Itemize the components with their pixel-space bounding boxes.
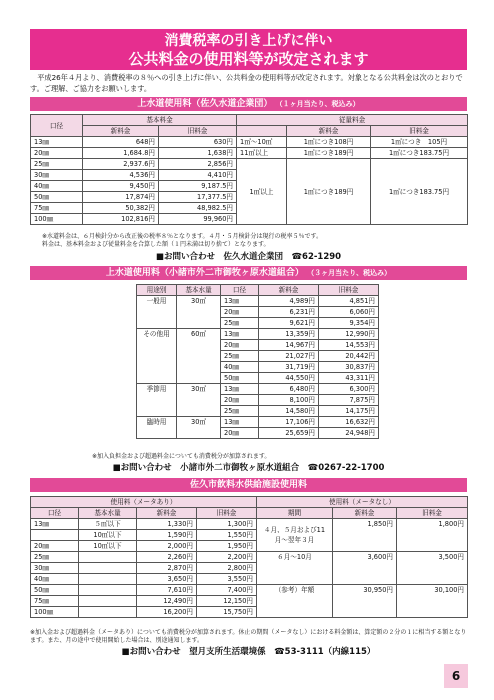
drink-h-without: 使用料（メータなし） [257, 497, 468, 508]
sewer-h-cal: 口径 [221, 285, 259, 296]
drink-new: 12,490円 [137, 596, 197, 607]
table-row [137, 417, 379, 428]
water-tier-range: 1㎥以上 [237, 159, 287, 225]
water-old: 48,982.5円 [159, 203, 237, 214]
water-cal: 75㎜ [31, 203, 83, 214]
water-new: 17,874円 [83, 192, 159, 203]
water-old: 17,377.5円 [159, 192, 237, 203]
water-new: 102,816円 [83, 214, 159, 225]
water-section-subtitle: （１ヶ月当たり、税込み） [275, 100, 360, 108]
sewer-vol: 30㎥ [177, 296, 221, 329]
drink-period-new: 30,950円 [333, 585, 397, 618]
water-tier-new: 1㎥につき108円 [287, 137, 371, 148]
drink-vol [79, 563, 137, 574]
table-row [31, 585, 468, 596]
drink-period-old: 30,100円 [397, 585, 468, 618]
sewer-new: 44,550円 [259, 373, 319, 384]
water-new: 50,382円 [83, 203, 159, 214]
sewer-new: 14,967円 [259, 340, 319, 351]
drink-old: 2,800円 [197, 563, 257, 574]
drink-new: 2,870円 [137, 563, 197, 574]
sewer-cal: 40㎜ [221, 362, 259, 373]
sewer-cal: 25㎜ [221, 318, 259, 329]
water-old: 2,856円 [159, 159, 237, 170]
sewer-old: 20,442円 [319, 351, 379, 362]
drink-cal [31, 530, 79, 541]
sewer-old: 12,990円 [319, 329, 379, 340]
drink-old: 15,750円 [197, 607, 257, 618]
drink-period-new: 1,850円 [333, 519, 397, 552]
drink-cal: 20㎜ [31, 541, 79, 552]
sewer-use: 臨時用 [137, 417, 177, 439]
sewer-new: 4,989円 [259, 296, 319, 307]
drink-vol [79, 607, 137, 618]
drink-vol [79, 596, 137, 607]
drink-cal: 25㎜ [31, 552, 79, 563]
drink-h-old2: 旧料金 [397, 508, 468, 519]
sewer-old: 4,851円 [319, 296, 379, 307]
drink-vol: 10㎥以下 [79, 530, 137, 541]
water-cal: 40㎜ [31, 181, 83, 192]
sewer-old: 43,311円 [319, 373, 379, 384]
intro-text: 平成26年４月より、消費税率の８％への引き上げに伴い、公共料金の使用料等が改定されます。対象となる公共料金は次のとおりです。ご理解、ご協力をお願いします。 [30, 73, 463, 93]
drink-new: 2,260円 [137, 552, 197, 563]
sewer-cal: 20㎜ [221, 395, 259, 406]
water-cal: 13㎜ [31, 137, 83, 148]
drink-period-new: 3,600円 [333, 552, 397, 585]
sewer-use: 季節用 [137, 384, 177, 417]
drink-period: ４月、５月および11月〜翌年３月 [257, 519, 333, 552]
drink-old: 1,300円 [197, 519, 257, 530]
water-cal: 30㎜ [31, 170, 83, 181]
sewer-old: 6,060円 [319, 307, 379, 318]
water-old: 4,410円 [159, 170, 237, 181]
water-h-basic-new: 新料金 [83, 126, 159, 137]
water-note-1: ※水道料金は、６月検針分から改正後の税率８％となります。４月・５月検針分は現行の税率５％です。 [42, 233, 323, 240]
drink-old: 7,400円 [197, 585, 257, 596]
sewer-fee-table [136, 284, 379, 439]
sewer-section-title: 上水道使用料（小諸市外二市御牧ヶ原水道組合） [105, 268, 304, 278]
drink-cal: 100㎜ [31, 607, 79, 618]
drink-h-with: 使用料（メータあり） [31, 497, 257, 508]
sewer-old: 6,300円 [319, 384, 379, 395]
table-row [137, 384, 379, 395]
drink-h-period: 期間 [257, 508, 333, 519]
table-row [137, 296, 379, 307]
drink-section-header [30, 478, 467, 492]
water-cal: 25㎜ [31, 159, 83, 170]
sewer-new: 6,480円 [259, 384, 319, 395]
banner-title-line2: 公共料金の使用料等が改定されます [128, 50, 369, 68]
sewer-new: 8,100円 [259, 395, 319, 406]
sewer-new: 6,231円 [259, 307, 319, 318]
drink-new: 7,610円 [137, 585, 197, 596]
sewer-use: 一般用 [137, 296, 177, 329]
drink-new: 1,590円 [137, 530, 197, 541]
drink-new: 16,200円 [137, 607, 197, 618]
sewer-cal: 20㎜ [221, 307, 259, 318]
table-row [31, 148, 468, 159]
drink-h-cal: 口径 [31, 508, 79, 519]
sewer-cal: 25㎜ [221, 351, 259, 362]
sewer-new: 31,719円 [259, 362, 319, 373]
sewer-new: 13,359円 [259, 329, 319, 340]
drink-period-old: 1,800円 [397, 519, 468, 552]
water-tier-range: 11㎥以上 [237, 148, 287, 159]
sewer-h-new: 新料金 [259, 285, 319, 296]
drink-new: 2,000円 [137, 541, 197, 552]
sewer-use: その他用 [137, 329, 177, 384]
drink-old: 1,950円 [197, 541, 257, 552]
drink-vol: 10㎥以下 [79, 541, 137, 552]
drink-contact: ■お問い合わせ 望月支所生活環境係 ☎53-3111（内線115） [121, 647, 376, 657]
banner-title-line1: 消費税率の引き上げに伴い [164, 33, 333, 49]
table-row [31, 159, 468, 170]
water-tier-new: 1㎥につき189円 [287, 159, 371, 225]
sewer-old: 9,354円 [319, 318, 379, 329]
sewer-h-use: 用途別 [137, 285, 177, 296]
drink-vol: ５㎥以下 [79, 519, 137, 530]
page-number: 6 [444, 664, 468, 688]
water-new: 4,536円 [83, 170, 159, 181]
water-old: 1,638円 [159, 148, 237, 159]
water-section-title: 上水道使用料（佐久水道企業団） [137, 99, 273, 109]
drink-period: ６月〜10月 [257, 552, 333, 585]
drink-h-new2: 新料金 [333, 508, 397, 519]
water-old: 630円 [159, 137, 237, 148]
water-tier-range: 1㎥〜10㎥ [237, 137, 287, 148]
water-h-meter: 従量料金 [237, 115, 468, 126]
sewer-cal: 20㎜ [221, 428, 259, 439]
water-cal: 20㎜ [31, 148, 83, 159]
water-cal: 100㎜ [31, 214, 83, 225]
sewer-new: 21,027円 [259, 351, 319, 362]
drink-old: 2,200円 [197, 552, 257, 563]
drink-vol [79, 574, 137, 585]
sewer-section-header [30, 266, 467, 280]
drink-h-new: 新料金 [137, 508, 197, 519]
water-h-basic: 基本料金 [83, 115, 237, 126]
drink-cal: 75㎜ [31, 596, 79, 607]
sewer-cal: 25㎜ [221, 406, 259, 417]
water-old: 99,960円 [159, 214, 237, 225]
drink-section-title: 佐久市飲料水供給施設使用料 [189, 480, 307, 490]
water-new: 1,684.8円 [83, 148, 159, 159]
drink-cal: 50㎜ [31, 585, 79, 596]
water-tier-new: 1㎥につき189円 [287, 148, 371, 159]
drink-new: 1,330円 [137, 519, 197, 530]
table-row [31, 552, 468, 563]
water-h-meter-new: 新料金 [287, 126, 371, 137]
sewer-section-subtitle: （３ヶ月当たり、税込み） [307, 269, 392, 277]
sewer-cal: 13㎜ [221, 329, 259, 340]
sewer-new: 14,580円 [259, 406, 319, 417]
title-banner [30, 29, 467, 70]
sewer-new: 25,659円 [259, 428, 319, 439]
drink-cal: 30㎜ [31, 563, 79, 574]
sewer-old: 24,948円 [319, 428, 379, 439]
drink-fee-table [30, 496, 468, 618]
water-h-meter-range [237, 126, 287, 137]
water-note-2: 料金は、基本料金および従量料金を合算した額（１円未満は切り捨て）となります。 [42, 241, 270, 248]
sewer-old: 16,632円 [319, 417, 379, 428]
water-h-caliber: 口径 [31, 115, 83, 137]
sewer-old: 14,553円 [319, 340, 379, 351]
water-contact: ■お問い合わせ 佐久水道企業団 ☎62-1290 [155, 252, 342, 262]
drink-h-vol: 基本水量 [79, 508, 137, 519]
drink-old: 3,550円 [197, 574, 257, 585]
drink-period-old: 3,500円 [397, 552, 468, 585]
drink-h-old: 旧料金 [197, 508, 257, 519]
water-new: 2,937.6円 [83, 159, 159, 170]
table-row [31, 137, 468, 148]
drink-vol [79, 585, 137, 596]
water-new: 9,450円 [83, 181, 159, 192]
water-h-basic-old: 旧料金 [159, 126, 237, 137]
sewer-new: 17,106円 [259, 417, 319, 428]
sewer-new: 9,621円 [259, 318, 319, 329]
drink-cal: 40㎜ [31, 574, 79, 585]
sewer-vol: 30㎥ [177, 417, 221, 439]
water-tier-old: 1㎥につき 105円 [371, 137, 468, 148]
drink-new: 3,650円 [137, 574, 197, 585]
drink-old: 12,150円 [197, 596, 257, 607]
sewer-cal: 50㎜ [221, 373, 259, 384]
drink-cal: 13㎜ [31, 519, 79, 530]
sewer-old: 7,875円 [319, 395, 379, 406]
water-old: 9,187.5円 [159, 181, 237, 192]
sewer-cal: 13㎜ [221, 417, 259, 428]
sewer-h-old: 旧料金 [319, 285, 379, 296]
drink-period: （参考）年額 [257, 585, 333, 618]
sewer-contact: ■お問い合わせ 小諸市外二市御牧ヶ原水道組合 ☎0267-22-1700 [112, 463, 385, 473]
drink-vol [79, 552, 137, 563]
sewer-old: 30,837円 [319, 362, 379, 373]
water-new: 648円 [83, 137, 159, 148]
water-h-meter-old: 旧料金 [371, 126, 468, 137]
sewer-vol: 60㎥ [177, 329, 221, 384]
water-tier-old: 1㎥につき183.75円 [371, 159, 468, 225]
table-row [137, 329, 379, 340]
sewer-h-vol: 基本水量 [177, 285, 221, 296]
water-cal: 50㎜ [31, 192, 83, 203]
table-row [31, 519, 468, 530]
water-tier-old: 1㎥につき183.75円 [371, 148, 468, 159]
sewer-cal: 20㎜ [221, 340, 259, 351]
drink-old: 1,550円 [197, 530, 257, 541]
drink-note: ※加入金および超過料金（メータあり）についても消費税分が加算されます。休止の期間（メータなし）における料金額は、算定額の２分の１に相当する額となります。また、月の途中で使用開始した場合は、別途通知します。 [30, 629, 467, 644]
sewer-cal: 13㎜ [221, 384, 259, 395]
sewer-note: ※加入負担金および超過料金についても消費税分が加算されます。 [92, 453, 271, 460]
sewer-old: 14,175円 [319, 406, 379, 417]
sewer-vol: 30㎥ [177, 384, 221, 417]
sewer-cal: 13㎜ [221, 296, 259, 307]
water-section-header [30, 97, 467, 111]
water-fee-table [30, 114, 468, 225]
